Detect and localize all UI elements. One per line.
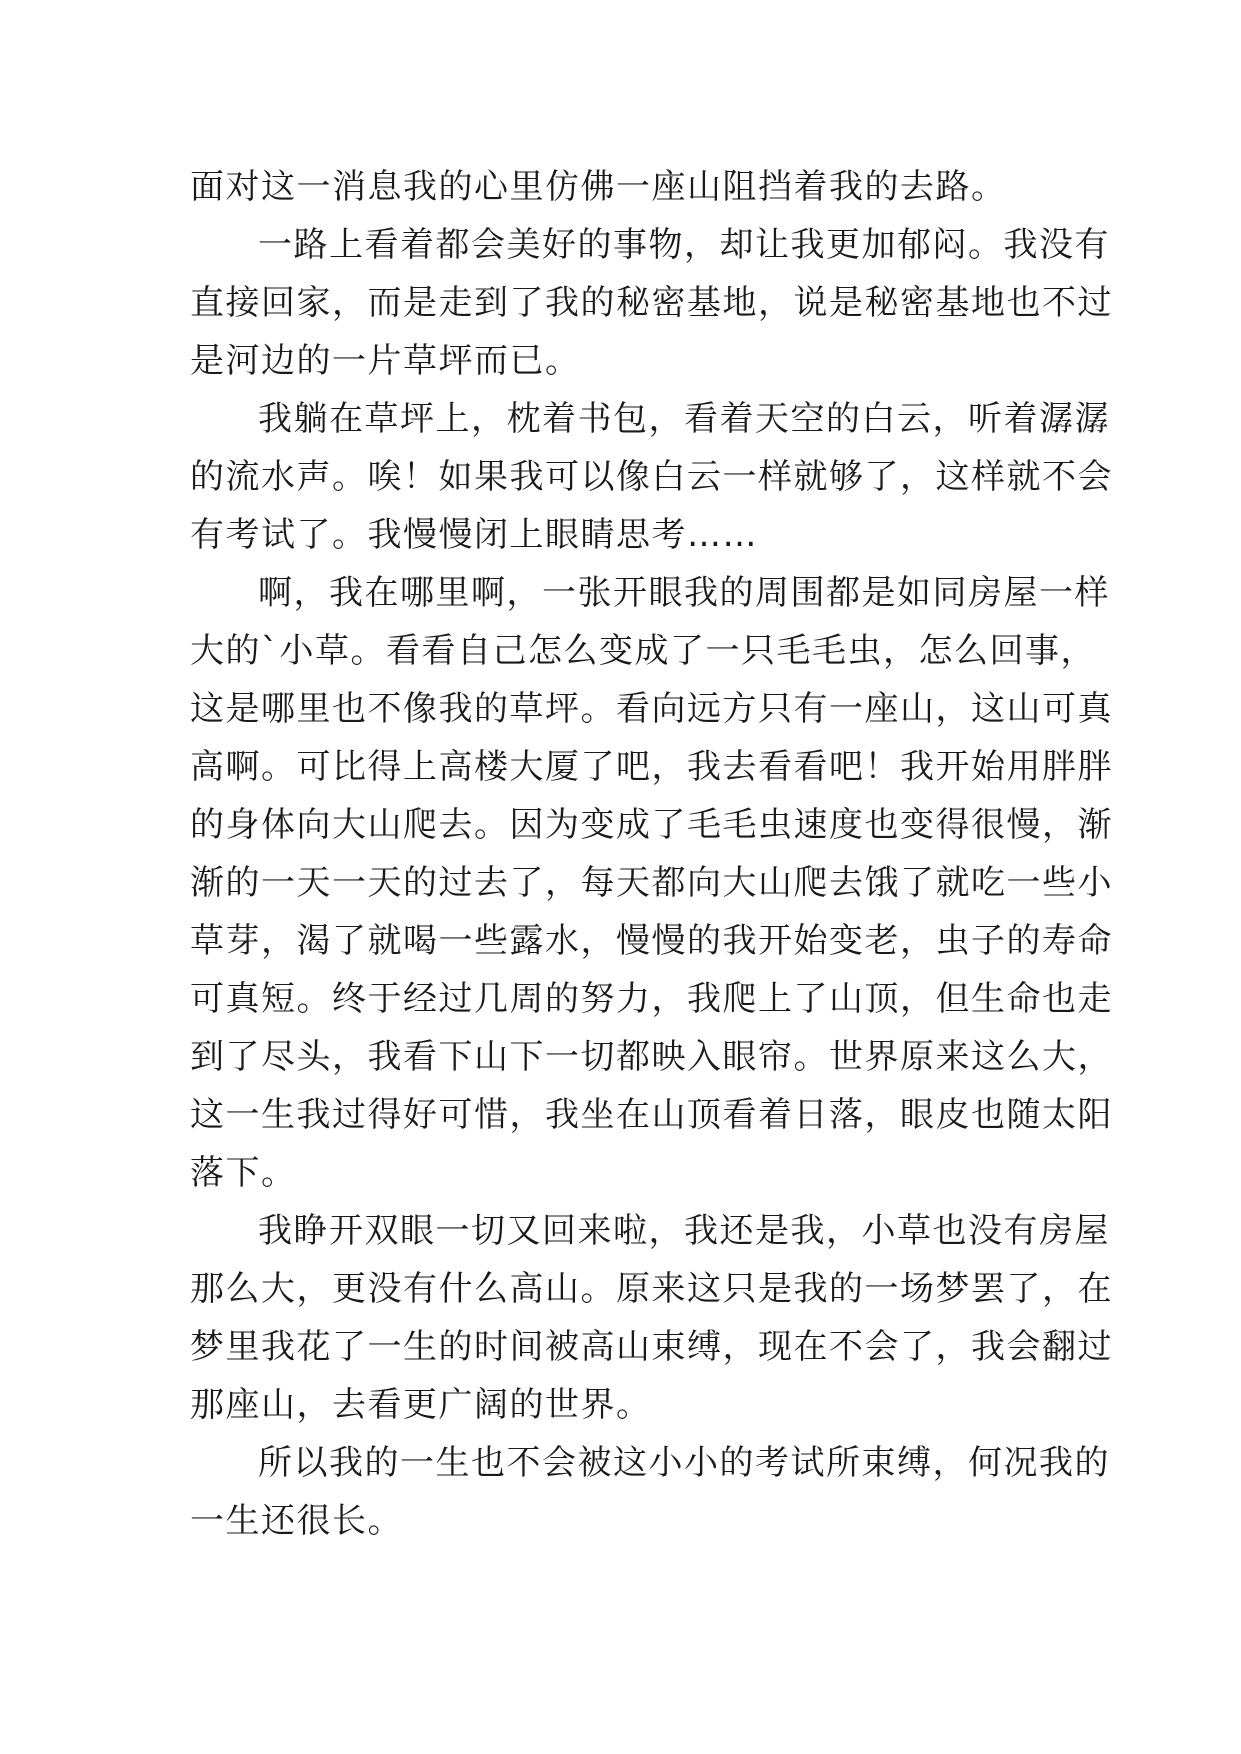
text-line: 高啊。可比得上高楼大厦了吧，我去看看吧！我开始用胖胖 xyxy=(190,747,1113,787)
text-line: 是河边的一片草坪而已。 xyxy=(190,341,581,381)
text-line: 一生还很长。 xyxy=(190,1501,403,1541)
text-line: 可真短。终于经过几周的努力，我爬上了山顶，但生命也走 xyxy=(190,979,1113,1019)
text-line: 面对这一消息我的心里仿佛一座山阻挡着我的去路。 xyxy=(190,167,1007,207)
text-line: 那座山，去看更广阔的世界。 xyxy=(190,1385,652,1425)
text-line: 直接回家，而是走到了我的秘密基地，说是秘密基地也不过 xyxy=(190,283,1113,323)
text-line: 的身体向大山爬去。因为变成了毛毛虫速度也变得很慢，渐 xyxy=(190,805,1113,845)
document-body xyxy=(190,158,1113,1550)
text-line: 啊，我在哪里啊，一张开眼我的周围都是如同房屋一样 xyxy=(258,573,1110,613)
text-line: 的流水声。唉！如果我可以像白云一样就够了，这样就不会 xyxy=(190,457,1113,497)
text-line: 一路上看着都会美好的事物，却让我更加郁闷。我没有 xyxy=(258,225,1110,265)
text-line: 渐的一天一天的过去了，每天都向大山爬去饿了就吃一些小 xyxy=(190,863,1113,903)
text-line: 大的`小草。看看自己怎么变成了一只毛毛虫，怎么回事， xyxy=(190,631,1096,671)
text-line: 我睁开双眼一切又回来啦，我还是我，小草也没有房屋 xyxy=(258,1211,1110,1251)
text-line: 这一生我过得好可惜，我坐在山顶看着日落，眼皮也随太阳 xyxy=(190,1095,1113,1135)
text-line: 梦里我花了一生的时间被高山束缚，现在不会了，我会翻过 xyxy=(190,1327,1113,1367)
text-line: 有考试了。我慢慢闭上眼睛思考…… xyxy=(190,515,758,555)
text-line: 我躺在草坪上，枕着书包，看着天空的白云，听着潺潺 xyxy=(258,399,1110,439)
text-line: 草芽，渴了就喝一些露水，慢慢的我开始变老，虫子的寿命 xyxy=(190,921,1113,961)
text-line: 所以我的一生也不会被这小小的考试所束缚，何况我的 xyxy=(258,1443,1110,1483)
text-line: 那么大，更没有什么高山。原来这只是我的一场梦罢了，在 xyxy=(190,1269,1113,1309)
text-line: 到了尽头，我看下山下一切都映入眼帘。世界原来这么大， xyxy=(190,1037,1113,1077)
text-line: 落下。 xyxy=(190,1153,297,1193)
text-line: 这是哪里也不像我的草坪。看向远方只有一座山，这山可真 xyxy=(190,689,1113,729)
